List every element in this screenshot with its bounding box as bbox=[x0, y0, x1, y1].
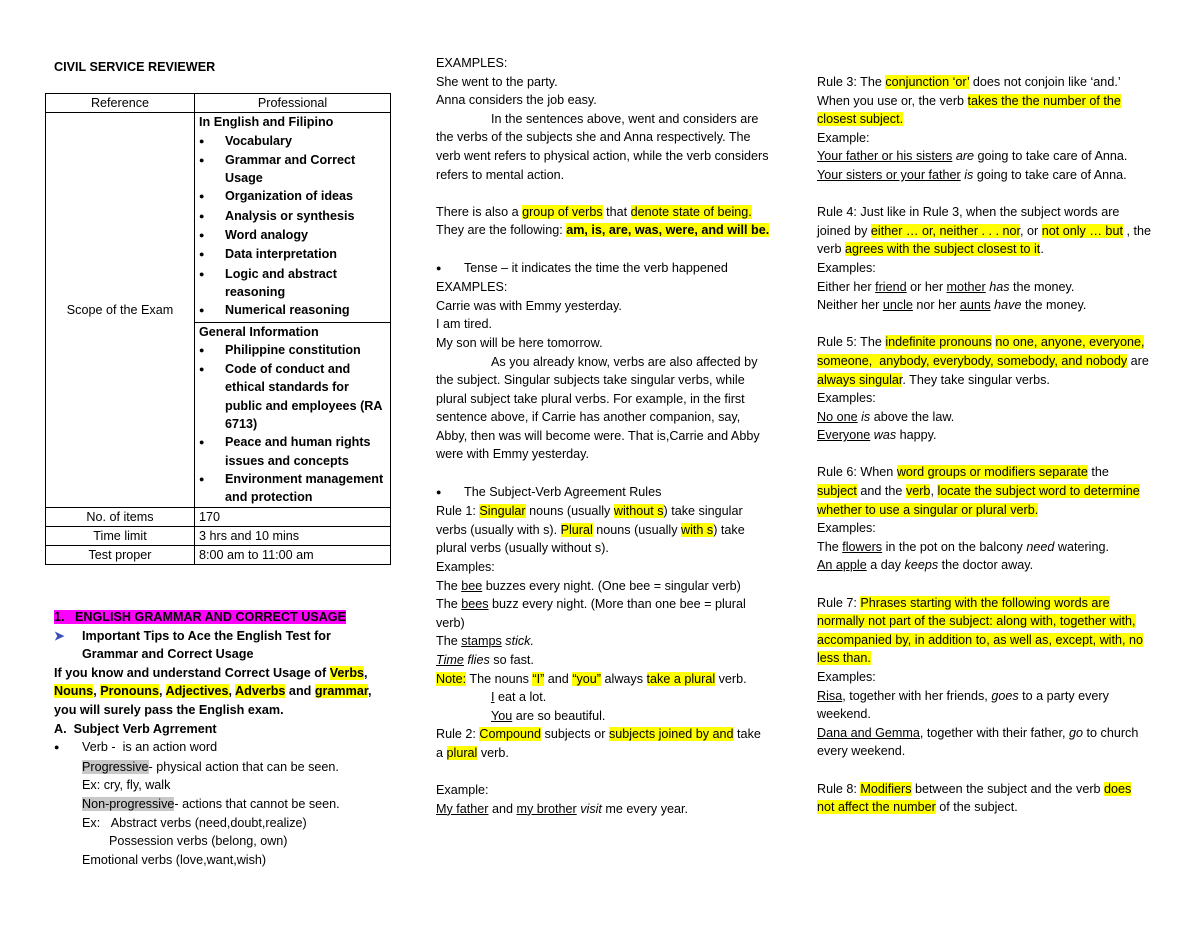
text: They are the following: bbox=[436, 223, 567, 238]
exam-info-table bbox=[45, 93, 391, 565]
rule-2 bbox=[436, 725, 770, 762]
underlined: No one bbox=[817, 409, 858, 424]
progressive-text: - physical action that can be seen. bbox=[148, 759, 339, 774]
intro-text: , bbox=[368, 684, 372, 699]
text: watering. bbox=[1054, 539, 1109, 554]
text: , bbox=[930, 484, 938, 499]
examples-heading: EXAMPLES: bbox=[436, 280, 508, 295]
underlined: Your father or his sisters bbox=[817, 149, 953, 164]
text: Rule 3: The bbox=[817, 75, 886, 89]
highlight: conjunction ‘or’ bbox=[885, 75, 970, 89]
intro-text: , bbox=[93, 684, 101, 699]
bullet-icon bbox=[199, 207, 225, 226]
highlight: always singular bbox=[817, 372, 903, 387]
text: and bbox=[488, 801, 517, 816]
text: or her bbox=[906, 279, 947, 294]
text: The bbox=[436, 597, 462, 612]
list-item bbox=[199, 245, 386, 264]
example-sentence bbox=[436, 632, 770, 651]
text: and the bbox=[856, 484, 906, 499]
hl-pronouns: Pronouns bbox=[100, 684, 159, 699]
bullet-icon bbox=[199, 132, 225, 151]
list-item bbox=[199, 207, 386, 226]
row-value: 8:00 am to 11:00 am bbox=[195, 546, 391, 565]
text: always bbox=[601, 671, 647, 686]
text: take a bbox=[436, 727, 761, 760]
row-value: 170 bbox=[195, 507, 391, 526]
highlight: denote state of being. bbox=[630, 204, 752, 219]
underlined: An apple bbox=[817, 558, 867, 573]
text: going to take care of Anna. bbox=[974, 149, 1128, 164]
english-filipino-item-text: Logic and abstract reasoning bbox=[225, 266, 337, 299]
general-info-list bbox=[199, 341, 386, 507]
example-sentence bbox=[817, 166, 1151, 185]
underlined: stamps bbox=[461, 634, 502, 649]
examples-heading: Example: bbox=[817, 130, 870, 145]
bullet-icon bbox=[436, 483, 464, 503]
highlight: Compound bbox=[479, 727, 542, 742]
rule-8 bbox=[817, 780, 1151, 817]
highlight: Modifiers bbox=[860, 781, 912, 796]
text: Either her bbox=[817, 279, 876, 294]
rule-7 bbox=[817, 594, 1151, 668]
example-sentence bbox=[817, 147, 1151, 166]
highlight: either … or, neither . . . nor bbox=[870, 223, 1021, 238]
highlight: Singular bbox=[479, 504, 526, 519]
underlined: bee bbox=[461, 578, 483, 593]
italic: visit bbox=[576, 801, 602, 816]
bullet-icon bbox=[199, 187, 225, 206]
example-sentence: My son will be here tomorrow. bbox=[436, 335, 603, 350]
underlined: uncle bbox=[882, 298, 913, 313]
examples-heading: Examples: bbox=[436, 560, 495, 575]
text: subjects or bbox=[541, 727, 609, 742]
highlight: Phrases starting with the following words are normally not part of the subject: along with, together with, accompanied by, in addition to, as well as, except, with, no less than. bbox=[817, 595, 1143, 666]
examples-heading: Examples: bbox=[817, 260, 876, 275]
highlight: no one, anyone, everyone, someone, anybody, everybody, somebody, and nobody bbox=[817, 335, 1145, 368]
text: The bbox=[436, 578, 462, 593]
italic: is bbox=[857, 409, 871, 424]
english-filipino-item-text: Grammar and Correct Usage bbox=[225, 152, 356, 186]
example-line: Possession verbs (belong, own) bbox=[109, 834, 288, 849]
bullet-icon bbox=[199, 265, 225, 302]
underlined: Your sisters or your father bbox=[817, 167, 961, 182]
highlight: locate the subject word to determine whether to use a singular or plural verb. bbox=[817, 484, 1140, 517]
progressive-line bbox=[54, 758, 396, 777]
highlight: does not affect the number bbox=[817, 781, 1132, 815]
paragraph: As you already know, verbs are also affected by the subject. Singular subjects take singular verbs, while plural subject take plural verbs. For example, in the first sentence above, if Carrie has another companion, say, Abby, then was will become were. That is,Carrie and Abby were with Emmy yesterday. bbox=[436, 354, 760, 462]
underlined: Time bbox=[436, 653, 464, 667]
paragraph: In the sentences above, went and considers are the verbs of the subjects she and Anna respectively. The verb went refers to physical action, while the verb considers refers to mental action. bbox=[436, 111, 769, 182]
english-filipino-item-text: Vocabulary bbox=[225, 133, 292, 148]
example-sentence bbox=[817, 408, 1151, 427]
hl-adjectives: Adjectives bbox=[165, 684, 229, 699]
english-filipino-item-text: Numerical reasoning bbox=[225, 303, 350, 318]
bullet-icon bbox=[199, 360, 225, 433]
example-sentence bbox=[817, 426, 1151, 445]
progressive-label: Progressive bbox=[82, 759, 149, 774]
text: Rule 1: bbox=[436, 504, 480, 519]
hl-nouns: Nouns bbox=[54, 684, 94, 699]
hl-verbs: Verbs bbox=[329, 665, 365, 680]
example-line: Emotional verbs (love,want,wish) bbox=[82, 852, 267, 867]
example-sentence bbox=[817, 556, 1151, 575]
note-paragraph bbox=[436, 670, 770, 689]
arrow-bullet-icon: ➤ bbox=[54, 628, 65, 643]
text: , together with their father, bbox=[919, 725, 1070, 740]
list-item bbox=[199, 433, 386, 470]
text: to a party every weekend. bbox=[817, 688, 1109, 722]
text: nouns (usually bbox=[525, 504, 614, 519]
table-row bbox=[46, 526, 391, 545]
example-sentence bbox=[436, 595, 770, 632]
nonprogressive-label: Non-progressive bbox=[82, 796, 175, 811]
bullet-icon bbox=[199, 470, 225, 507]
text: Rule 4: Just like in Rule 3, when the subject words are joined by bbox=[817, 205, 1120, 238]
example-line: Ex: cry, fly, walk bbox=[82, 778, 171, 793]
highlight: with s bbox=[681, 522, 714, 537]
table-row bbox=[46, 546, 391, 565]
text: Rule 8: bbox=[817, 781, 861, 796]
list-item bbox=[199, 301, 386, 320]
list-item bbox=[199, 151, 386, 188]
text: There is also a bbox=[436, 204, 523, 219]
intro-paragraph bbox=[54, 664, 396, 720]
highlight: group of verbs bbox=[522, 204, 603, 219]
text: nouns (usually bbox=[592, 522, 681, 537]
text: happy. bbox=[896, 428, 937, 443]
text: of the subject. bbox=[935, 800, 1018, 815]
underlined: my brother bbox=[516, 801, 577, 816]
english-filipino-item-text: Word analogy bbox=[225, 228, 309, 243]
underlined: Dana and Gemma bbox=[817, 725, 920, 740]
tips-line-1: Important Tips to Ace the English Test for bbox=[82, 628, 331, 643]
text: Rule 7: bbox=[817, 595, 861, 610]
section-heading-text: 1. ENGLISH GRAMMAR AND CORRECT USAGE bbox=[54, 610, 346, 624]
english-filipino-list bbox=[199, 132, 386, 321]
text: The bbox=[817, 539, 843, 554]
english-filipino-item-text: Data interpretation bbox=[225, 247, 337, 262]
example-sentence bbox=[436, 707, 770, 726]
table-row-scope bbox=[46, 113, 391, 507]
rule-1 bbox=[436, 502, 770, 558]
list-item bbox=[199, 187, 386, 206]
example-sentence: I am tired. bbox=[436, 317, 492, 332]
table-header-reference: Reference bbox=[46, 94, 195, 113]
italic: stick. bbox=[501, 634, 534, 649]
general-info-heading: General Information bbox=[199, 324, 319, 339]
italic: go bbox=[1069, 725, 1084, 740]
underlined: mother bbox=[946, 279, 986, 294]
underlined: You bbox=[491, 708, 513, 723]
highlight: “you” bbox=[572, 671, 602, 686]
tips-heading bbox=[54, 627, 396, 664]
english-filipino-item-text: Organization of ideas bbox=[225, 189, 354, 204]
text: buzzes every night. (One bee = singular verb) bbox=[482, 578, 741, 593]
examples-heading: Examples: bbox=[817, 521, 876, 536]
intro-text: If you know and understand Correct Usage of bbox=[54, 665, 330, 680]
text: above the law. bbox=[870, 409, 955, 424]
text: are bbox=[1127, 353, 1149, 368]
general-info-block bbox=[195, 323, 390, 507]
intro-text: , bbox=[158, 684, 166, 699]
verb-definition: Verb - is an action word bbox=[82, 740, 218, 755]
example-sentence bbox=[817, 538, 1151, 557]
rule-4 bbox=[817, 203, 1151, 259]
text: . They take singular verbs. bbox=[902, 372, 1050, 387]
text: so fast. bbox=[489, 653, 534, 667]
highlight: Plural bbox=[560, 522, 593, 537]
bullet-icon bbox=[199, 226, 225, 245]
italic: was bbox=[870, 428, 897, 443]
intro-text: and bbox=[285, 684, 315, 699]
list-item bbox=[199, 470, 386, 507]
text: the money. bbox=[1009, 279, 1075, 294]
sva-heading bbox=[436, 483, 770, 503]
underlined: I bbox=[491, 690, 495, 705]
example-sentence bbox=[436, 577, 770, 596]
text: between the subject and the verb bbox=[911, 781, 1105, 796]
rule-3 bbox=[817, 73, 1151, 129]
bullet-icon bbox=[199, 301, 225, 320]
text: The nouns bbox=[466, 671, 533, 686]
italic: is bbox=[960, 167, 974, 182]
italic: has bbox=[985, 279, 1010, 294]
text: buzz every night. (More than one bee = plural verb) bbox=[436, 597, 746, 630]
section-heading bbox=[54, 608, 396, 627]
underlined: My father bbox=[436, 801, 489, 816]
rule-5 bbox=[817, 333, 1151, 389]
subheading-a: A. Subject Verb Agrrement bbox=[54, 721, 217, 736]
underlined: Risa bbox=[817, 688, 843, 703]
underlined: aunts bbox=[959, 298, 991, 313]
general-info-item-text: Philippine constitution bbox=[225, 342, 361, 357]
table-header-row bbox=[46, 94, 391, 113]
text: ) take plural verbs (usually without s). bbox=[436, 522, 745, 556]
examples-heading: Examples: bbox=[817, 391, 876, 406]
text: that bbox=[602, 204, 631, 219]
text: , the verb bbox=[817, 223, 1151, 257]
row-value: 3 hrs and 10 mins bbox=[195, 526, 391, 545]
highlight: takes the the number of the closest subject. bbox=[817, 93, 1121, 127]
list-item bbox=[199, 226, 386, 245]
state-of-being-paragraph bbox=[436, 203, 770, 240]
rule-6 bbox=[817, 463, 1151, 519]
text: Rule 6: When bbox=[817, 465, 897, 480]
example-sentence bbox=[817, 278, 1151, 297]
example-sentence: Carrie was with Emmy yesterday. bbox=[436, 298, 622, 313]
example-sentence bbox=[817, 687, 1151, 724]
text: going to take care of Anna. bbox=[973, 167, 1127, 182]
text: and bbox=[544, 671, 573, 686]
general-info-item-text: Environment management and protection bbox=[225, 471, 384, 505]
example-sentence bbox=[436, 688, 770, 707]
scope-cell bbox=[195, 113, 391, 507]
text: , or bbox=[1020, 223, 1042, 238]
scope-label: Scope of the Exam bbox=[46, 113, 195, 507]
highlight: am, is, are, was, were, and will be. bbox=[566, 223, 770, 238]
text: the bbox=[1087, 465, 1109, 480]
text: , together with her friends, bbox=[842, 688, 992, 703]
row-label: No. of items bbox=[46, 507, 195, 526]
example-sentence bbox=[817, 724, 1151, 761]
sva-heading-text: The Subject-Verb Agreement Rules bbox=[464, 484, 662, 499]
examples-heading: EXAMPLES: bbox=[436, 56, 508, 70]
verb-bullet bbox=[54, 738, 396, 758]
examples-heading: Examples: bbox=[817, 670, 876, 684]
highlight: indefinite pronouns bbox=[885, 335, 992, 350]
grammar-section bbox=[54, 608, 396, 869]
text: in the pot on the balcony bbox=[882, 539, 1027, 554]
underlined: Everyone bbox=[817, 428, 871, 443]
example-sentence bbox=[817, 296, 1151, 315]
example-text: Abstract verbs (need,doubt,realize) bbox=[110, 815, 307, 830]
italic: need bbox=[1026, 539, 1055, 554]
bullet-icon bbox=[199, 341, 225, 360]
english-filipino-block bbox=[195, 113, 390, 322]
table-row bbox=[46, 507, 391, 526]
bullet-icon bbox=[199, 245, 225, 264]
text: The bbox=[436, 634, 462, 649]
highlight: without s bbox=[613, 504, 664, 519]
text: Neither her bbox=[817, 298, 883, 313]
text: does not conjoin like ‘and.’ When you use or, the verb bbox=[817, 75, 1121, 108]
bullet-icon bbox=[199, 151, 225, 188]
text: Rule 2: bbox=[436, 727, 480, 742]
highlight: verb bbox=[905, 484, 931, 499]
intro-text: , bbox=[364, 665, 368, 680]
highlight: “I” bbox=[532, 671, 545, 686]
text: ) take singular verbs (usually with s). bbox=[436, 504, 743, 537]
italic: keeps bbox=[904, 558, 939, 573]
example-sentence bbox=[436, 800, 770, 819]
example-sentence: Anna considers the job easy. bbox=[436, 93, 597, 108]
text: me every year. bbox=[601, 801, 688, 816]
italic: flies bbox=[463, 653, 490, 667]
text: verb. bbox=[715, 671, 747, 686]
general-info-item-text: Code of conduct and ethical standards for public and employees (RA 6713) bbox=[225, 362, 382, 432]
highlight: take a plural bbox=[646, 671, 716, 686]
highlight: word groups or modifiers separate bbox=[896, 465, 1088, 480]
general-info-item-text: Peace and human rights issues and concepts bbox=[225, 435, 371, 468]
table-header-professional: Professional bbox=[195, 94, 391, 113]
bullet-icon bbox=[199, 433, 225, 470]
highlight: subjects joined by and bbox=[608, 727, 734, 742]
row-label: Test proper bbox=[46, 546, 195, 565]
list-item bbox=[199, 341, 386, 360]
underlined: flowers bbox=[842, 539, 883, 554]
row-label: Time limit bbox=[46, 526, 195, 545]
text: a day bbox=[866, 558, 905, 573]
hl-grammar: grammar bbox=[314, 684, 369, 699]
text: nor her bbox=[912, 298, 960, 313]
example-sentence bbox=[436, 651, 770, 670]
text: . bbox=[1040, 242, 1044, 257]
text: eat a lot. bbox=[494, 690, 547, 705]
text: verb. bbox=[477, 745, 509, 760]
tense-text: Tense – it indicates the time the verb happened bbox=[464, 260, 728, 275]
nonprogressive-line bbox=[54, 795, 396, 814]
highlight: agrees with the subject closest to it bbox=[845, 242, 1041, 257]
nonprogressive-text: - actions that cannot be seen. bbox=[174, 796, 340, 811]
document-title: CIVIL SERVICE REVIEWER bbox=[54, 60, 216, 74]
tense-bullet bbox=[436, 259, 770, 279]
list-item bbox=[199, 265, 386, 302]
tips-line-2: Grammar and Correct Usage bbox=[82, 647, 254, 662]
italic: have bbox=[990, 298, 1022, 313]
bullet-icon bbox=[436, 259, 464, 279]
highlight: subject bbox=[817, 484, 857, 499]
highlight: not only … but bbox=[1041, 223, 1123, 238]
italic: goes bbox=[991, 688, 1019, 703]
underlined: bees bbox=[461, 597, 489, 612]
text: to church every weekend. bbox=[817, 725, 1139, 759]
text: are so beautiful. bbox=[512, 708, 606, 723]
italic: are bbox=[952, 149, 975, 164]
intro-text: , bbox=[228, 684, 236, 699]
example-sentence: She went to the party. bbox=[436, 74, 558, 89]
bullet-icon bbox=[54, 738, 82, 758]
highlight: plural bbox=[446, 745, 478, 760]
example-label: Ex: bbox=[82, 815, 101, 830]
highlight: Note: bbox=[436, 671, 467, 686]
intro-text: you will surely pass the English exam. bbox=[54, 702, 284, 717]
examples-heading: Example: bbox=[436, 783, 489, 798]
text: Rule 5: The bbox=[817, 335, 886, 350]
example-line bbox=[54, 814, 396, 833]
underlined: friend bbox=[875, 279, 907, 294]
text: the money. bbox=[1021, 298, 1087, 313]
hl-adverbs: Adverbs bbox=[235, 684, 286, 699]
list-item bbox=[199, 132, 386, 151]
english-filipino-item-text: Analysis or synthesis bbox=[225, 208, 355, 223]
text: the doctor away. bbox=[938, 558, 1034, 573]
english-filipino-heading: In English and Filipino bbox=[199, 115, 334, 130]
list-item bbox=[199, 360, 386, 433]
